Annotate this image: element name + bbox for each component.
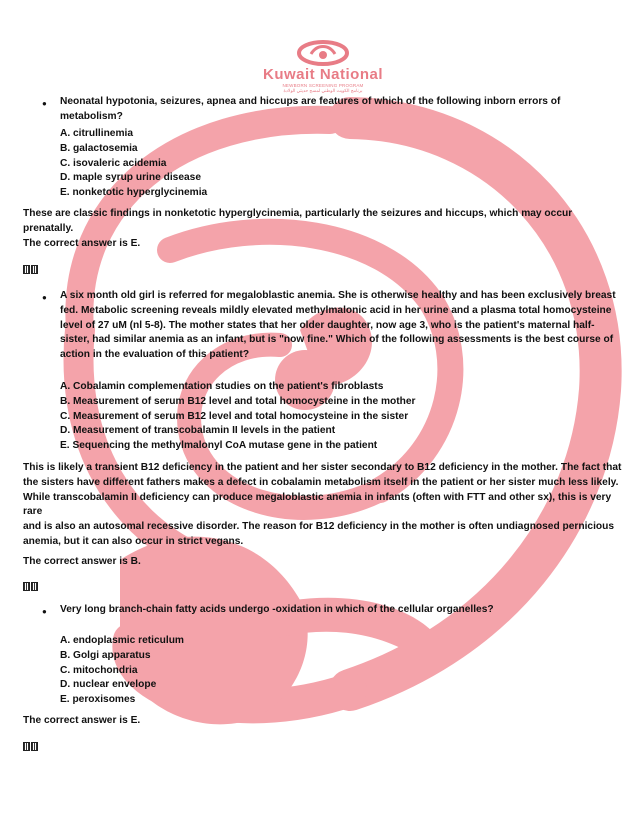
option: A. Cobalamin complementation studies on the patient's fibroblasts [60, 381, 384, 392]
question-2-line: A six month old girl is referred for megaloblastic anemia. She is otherwise healthy and has been exclusively breast [60, 290, 616, 301]
explanation-2-line: While transcobalamin II deficiency can produce megaloblastic anemia in infants (often with FTT and other sx), this is very rare [23, 491, 612, 518]
explanation-2-line: and is also an autosomal recessive disorder. The reason for B12 deficiency in the mother is often undiagnosed pernicious [23, 521, 615, 533]
answer-3: The correct answer is E. [23, 715, 141, 726]
question-1: Neonatal hypotonia, seizures, apnea and hiccups are features of which of the following inborn errors of metabolism? [60, 96, 561, 122]
bullet-icon: ● [42, 607, 47, 616]
explanation-2-line: anemia, but it can also occur in strict vegans. [23, 535, 244, 547]
bullet-icon: ● [42, 293, 47, 302]
explanation-2-line: the sisters have different fathers makes a defect in cobalamin metabolism itself in the patient or her sister much less likely. [23, 476, 619, 488]
logo-arabic-subtitle: برنامج الكويت الوطني لمسح حديثي الولادة [283, 88, 363, 93]
option: C. mitochondria [60, 664, 138, 676]
option: B. galactosemia [60, 142, 138, 154]
answer-2: The correct answer is B. [23, 556, 141, 567]
logo-subtitle: NEWBORN SCREENING PROGRAM [282, 83, 364, 88]
option: D. nuclear envelope [60, 679, 157, 691]
question-2 [60, 289, 620, 363]
explanation-2-line: This is likely a transient B12 deficiency in the patient and her sister secondary to B12 deficiency in the mother. The fact that [23, 462, 622, 473]
option: D. Measurement of transcobalamin II levels in the patient [60, 425, 336, 437]
option: C. isovaleric acidemia [60, 157, 167, 169]
question-2-options [60, 380, 416, 454]
answer-1: The correct answer is E. [23, 238, 141, 249]
option: B. Measurement of serum B12 level and total homocysteine in the mother [60, 395, 416, 407]
bullet-icon: ● [42, 99, 47, 108]
question-2-line: sister, had similar anemia as an infant, but is "now fine." Which of the following assessments is the best course of [60, 334, 614, 346]
option: D. maple syrup urine disease [60, 172, 201, 184]
question-1-options [60, 127, 207, 201]
broken-image-icon [23, 265, 38, 274]
option: B. Golgi apparatus [60, 649, 151, 661]
option: A. endoplasmic reticulum [60, 635, 184, 646]
option: E. Sequencing the methylmalonyl CoA mutase gene in the patient [60, 440, 378, 452]
explanation-1: These are classic findings in nonketotic hyperglycinemia, particularly the seizures and hiccups, which may occur prenatally. [23, 208, 573, 234]
question-3-options [60, 634, 184, 708]
option: A. citrullinemia [60, 128, 134, 139]
question-2-line: level of 27 uM (nl 5-8). The mother states that her older daughter, now age 3, who is the patient's maternal half- [60, 319, 595, 331]
explanation-2 [23, 461, 623, 550]
question-3: Very long branch-chain fatty acids undergo -oxidation in which of the cellular organelles? [60, 604, 494, 615]
option: E. nonketotic hyperglycinemia [60, 187, 208, 199]
option: C. Measurement of serum B12 level and total homocysteine in the sister [60, 410, 409, 422]
logo-title: Kuwait National [262, 66, 383, 83]
option: E. peroxisomes [60, 694, 136, 706]
broken-image-icon [23, 742, 38, 751]
question-2-line: fed. Metabolic screening reveals mildly elevated methylmalonic acid in her urine and a plasma total homocysteine [60, 304, 612, 316]
broken-image-icon [23, 582, 38, 591]
question-2-line: action in the evaluation of this patient? [60, 349, 250, 361]
